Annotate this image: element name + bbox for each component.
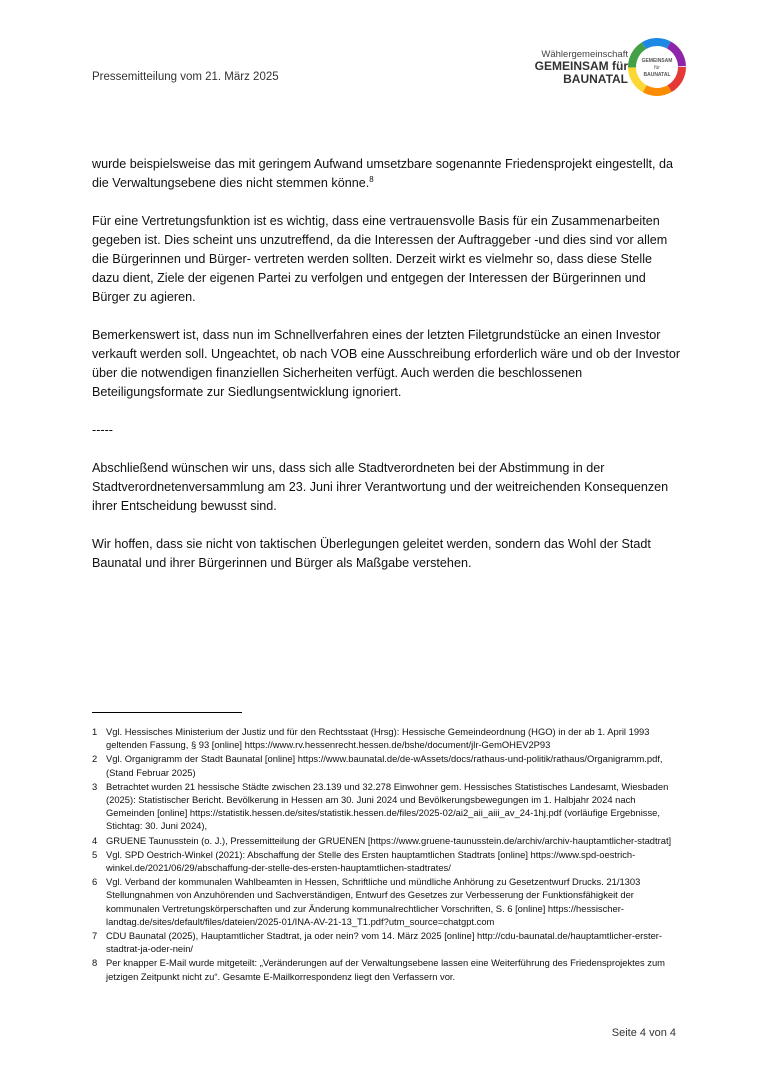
footnote: [92, 929, 684, 955]
footnote: [92, 956, 684, 982]
paragraph: Abschließend wünschen wir uns, dass sich alle Stadtverordneten bei der Abstimmung in der Stadtverordnetenversammlung am 23. Juni ihrer Verantwortung und der weitreichenden Konsequenzen ihrer Entscheidung bewusst sind.: [92, 461, 669, 513]
footnote-number: 7: [92, 930, 98, 942]
logo: [508, 32, 688, 104]
footnote: [92, 848, 684, 874]
paragraph: Bemerkenswert ist, dass nun im Schnellverfahren eines der letzten Filetgrundstücke an einen Investor verkauft werden soll. Ungeachtet, ob nach VOB eine Ausschreibung erforderlich wäre und ob der Investor über die notwendigen finanziellen Sicherheiten verfügt. Auch werden die beschlossenen Beteiligungsformate zur Siedlungsentwicklung ignoriert.: [92, 328, 681, 399]
footnote: [92, 725, 684, 751]
logo-line-1: Wählergemeinschaft: [541, 49, 628, 60]
footnote-number: 2: [92, 753, 98, 765]
footnote-text: Betrachtet wurden 21 hessische Städte zwischen 23.139 und 32.278 Einwohner gem. Hessisches Statistisches Landesamt, Wiesbaden (2025): Statistischer Bericht. Bevölkerung in Hessen am 30. Juni 2024 und Bevölkerungsbewegungen im 1. Halbjahr 2024 nach Gemeinden [online] https://statistik.hessen.de/sites/statistik.hessen.de/files/2025-02/ai2_aii_aiii_av_24-1hj.pdf (vorläufige Ergebnisse, Stichtag: 30. Juni 2024),: [106, 780, 669, 832]
footnote-number: 4: [92, 834, 98, 846]
separator-text: -----: [92, 423, 113, 437]
footnote-ref: 8: [369, 174, 374, 184]
footnote-text: CDU Baunatal (2025), Hauptamtlicher Stadtrat, ja oder nein? vom 14. März 2025 [online] http://cdu-baunatal.de/hauptamtlicher-erster-stadtrat-ja-oder-nein/: [106, 930, 663, 955]
logo-line-3: BAUNATAL: [563, 71, 628, 86]
footnote-text: Vgl. Organigramm der Stadt Baunatal [online] https://www.baunatal.de/de-wAssets/docs/rathaus-und-politik/rathaus/Organigramm.pdf, (Stand Februar 2025): [106, 753, 663, 778]
footnote-text: Vgl. SPD Oestrich-Winkel (2021): Abschaffung der Stelle des Ersten hauptamtlichen Stadtrats [online] https://www.spd-oestrich-winkel.de/2021/06/29/abschaffung-der-stelle-des-ersten-hauptamtlichen-stadtrates/: [106, 848, 636, 874]
paragraph: [92, 155, 682, 193]
footnote-text: GRUENE Taunusstein (o. J.), Pressemitteilung der GRUENEN [https://www.gruene-taunusstein.de/archiv/archiv-hauptamtlicher-stadtrat]: [106, 834, 672, 846]
footnote: [92, 834, 684, 847]
paragraph-text: wurde beispielsweise das mit geringem Aufwand umsetzbare sogenannte Friedensprojekt eingestellt, da die Verwaltungsebene dies nicht stemmen könne.: [92, 157, 674, 190]
body-text: [92, 155, 682, 592]
footnote: [92, 780, 684, 833]
footnote-number: 6: [92, 876, 98, 888]
page-number: Seite 4 von 4: [611, 1027, 676, 1039]
logo-text: [535, 50, 628, 85]
paragraph: Für eine Vertretungsfunktion ist es wichtig, dass eine vertrauensvolle Basis für ein Zusammenarbeiten gegeben ist. Dies scheint uns unzutreffend, da die Interessen der Auftraggeber -und dies sind vor allem die Bürgerinnen und Bürger- vertreten werden sollten. Derzeit wirkt es vielmehr so, dass diese Stelle dazu dient, Ziele der eigenen Partei zu verfolgen und entgegen der Interessen der Bürgerinnen und Bürger zu agieren.: [92, 214, 668, 304]
paragraph: Wir hoffen, dass sie nicht von taktischen Überlegungen geleitet werden, sondern das Wohl der Stadt Baunatal und ihrer Bürgerinnen und Bürger als Maßgabe verstehen.: [92, 537, 651, 570]
footnote-number: 5: [92, 848, 98, 860]
footnote-text: Per knapper E-Mail wurde mitgeteilt: „Veränderungen auf der Verwaltungsebene lassen eine Weiterführung des Friedensprojektes zum jetzigen Zeitpunkt nicht zu“. Gesamte E-Mailkorrespondenz liegt den Verfassern vor.: [106, 957, 665, 982]
footnote-text: Vgl. Hessisches Ministerium der Justiz und für den Rechtsstaat (Hrsg): Hessische Gemeindeordnung (HGO) in der ab 1. April 1993 geltenden Fassung, § 93 [online] https://www.rv.hessenrecht.hessen.de/bshe/document/jlr-GemOHEV2P93: [106, 726, 650, 751]
footnote-number: 1: [92, 726, 98, 737]
footnote-text: Vgl. Verband der kommunalen Wahlbeamten in Hessen, Schriftliche und mündliche Anhörung zu Gesetzentwurf Drucks. 21/1303 Stellungnahmen von Anzuhörenden und Sachverständigen, Entwurf des Gesetzes zur Verbesserung der Funktionsfähigkeit der kommunalen Vertretungskörperschaften und zur Änderung kommunalrechtlicher Vorschriften, S. 6 [online] https://hessischer-landtag.de/sites/default/files/dateien/2025-01/INA-AV-21-13_T1.pdf?utm_source=chatgpt.com: [106, 876, 641, 927]
footnote: [92, 752, 684, 778]
logo-ring-top: GEMEINSAM: [641, 58, 673, 64]
document-header-title: Pressemitteilung vom 21. März 2025: [92, 71, 279, 83]
logo-ring-mid: für: [654, 65, 660, 71]
footnote-number: 8: [92, 957, 98, 969]
logo-ring-icon: [626, 36, 688, 98]
footnote-number: 3: [92, 780, 98, 792]
footnotes: [92, 725, 684, 984]
footnote: [92, 875, 684, 928]
logo-ring-bottom: BAUNATAL: [643, 72, 671, 78]
logo-line-2: GEMEINSAM für: [534, 58, 628, 73]
footnote-divider: [92, 712, 242, 713]
